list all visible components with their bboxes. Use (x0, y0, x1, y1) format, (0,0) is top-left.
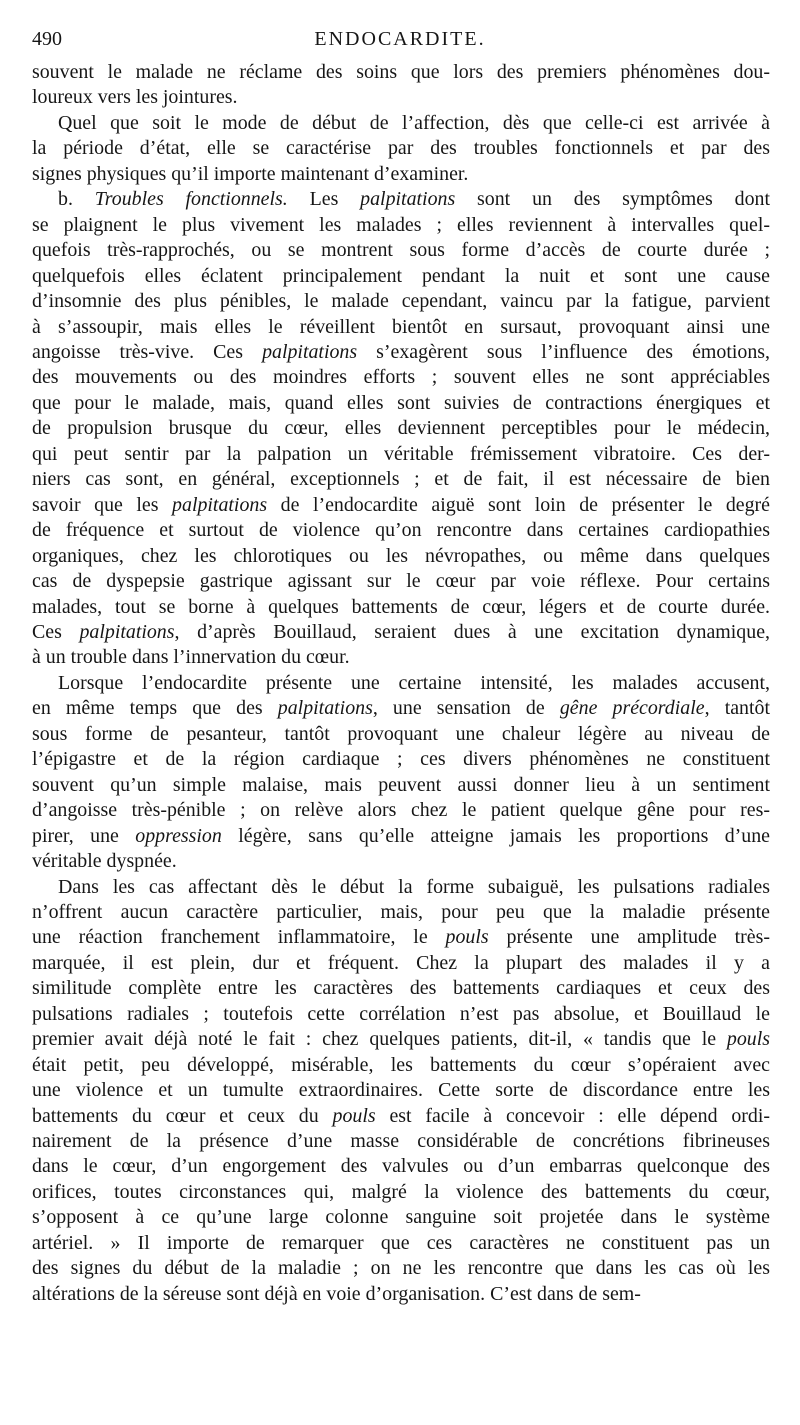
text-line: marquée, il est plein, dur et fréquent. Chez la plupart des malades il y a (32, 951, 770, 974)
text-line: se plaignent le plus vivement les malades ; elles reviennent à intervalles quel- (32, 213, 770, 236)
text-line: l’épigastre et de la région cardiaque ; ces divers phénomènes ne constituent (32, 748, 770, 771)
text-line: des signes du début de la maladie ; on ne les rencontre que dans les cas où les (32, 1257, 770, 1280)
text-line: malades, tout se borne à quelques battements de cœur, légers et de courte durée. (32, 595, 770, 618)
text-line: quefois très-rapprochés, ou se montrent sous forme d’accès de courte durée ; (32, 239, 770, 262)
text-line: d’angoisse très-pénible ; on relève alors chez le patient quelque gêne pour res- (32, 799, 770, 822)
text-line: organiques, chez les chlorotiques ou les névropathes, ou même dans quelques (32, 544, 770, 567)
text-line: Lorsque l’endocardite présente une certaine intensité, les malades accusent, (58, 671, 770, 694)
text-line: qui peut sentir par la palpation un véritable frémissement vibratoire. Ces der- (32, 442, 770, 465)
text-line: des mouvements ou des moindres efforts ; souvent elles ne sont appréciables (32, 366, 770, 389)
text-line: souvent qu’un simple malaise, mais peuvent aussi donner lieu à un sentiment (32, 773, 770, 796)
text-line: à un trouble dans l’innervation du cœur. (32, 646, 350, 669)
text-line: sous forme de pesanteur, tantôt provoquant une chaleur légère au niveau de (32, 722, 770, 745)
text-line: en même temps que des palpitations, une sensation de gêne précordiale, tantôt (32, 697, 770, 720)
text-line: quelquefois elles éclatent principalement pendant la nuit et sont une cause (32, 264, 770, 287)
text-line: savoir que les palpitations de l’endocardite aiguë sont loin de présenter le degré (32, 493, 770, 516)
text-line: nairement de la présence d’une masse considérable de concrétions fibrineuses (32, 1130, 770, 1153)
body-text (32, 60, 770, 1307)
text-line: que pour le malade, mais, quand elles sont suivies de contractions énergiques et (32, 391, 770, 414)
page-header (32, 28, 768, 56)
text-line: une violence et un tumulte extraordinaires. Cette sorte de discordance entre les (32, 1079, 770, 1102)
text-line: pulsations radiales ; toutefois cette corrélation n’est pas absolue, et Bouillaud le (32, 1002, 770, 1025)
text-line: à s’assoupir, mais elles le réveillent bientôt en sursaut, provoquant ainsi une (32, 315, 770, 338)
text-line: artériel. » Il importe de remarquer que ces caractères ne constituent pas un (32, 1231, 770, 1254)
text-line: d’insomnie des plus pénibles, le malade cependant, vaincu par la fatigue, parvient (32, 290, 770, 313)
running-title: ENDOCARDITE. (314, 28, 486, 50)
text-line: premier avait déjà noté le fait : chez quelques patients, dit-il, « tandis que le pouls (32, 1028, 770, 1051)
text-line: battements du cœur et ceux du pouls est facile à concevoir : elle dépend ordi- (32, 1104, 770, 1127)
text-line: dans le cœur, d’un engorgement des valvules ou d’un embarras quelconque des (32, 1155, 770, 1178)
text-line: était petit, peu développé, misérable, les battements du cœur s’opéraient avec (32, 1053, 770, 1076)
text-line: n’offrent aucun caractère particulier, mais, pour peu que la maladie présente (32, 900, 770, 923)
text-line: b. Troubles fonctionnels. Les palpitations sont un des symptômes dont (58, 188, 770, 211)
text-line: cas de dyspepsie gastrique agissant sur le cœur par voie réflexe. Pour certains (32, 570, 770, 593)
text-line: Ces palpitations, d’après Bouillaud, seraient dues à une excitation dynamique, (32, 620, 770, 643)
text-line: souvent le malade ne réclame des soins que lors des premiers phénomènes dou- (32, 61, 770, 83)
text-line: angoisse très-vive. Ces palpitations s’exagèrent sous l’influence des émotions, (32, 340, 770, 363)
text-line: altérations de la séreuse sont déjà en voie d’organisation. C’est dans de sem- (32, 1282, 641, 1305)
text-line: pirer, une oppression légère, sans qu’elle atteigne jamais les proportions d’une (32, 824, 771, 847)
text-line: véritable dyspnée. (32, 850, 177, 873)
text-line: similitude complète entre les caractères des battements cardiaques et ceux des (32, 977, 770, 1000)
text-line: niers cas sont, en général, exceptionnels ; et de fait, il est nécessaire de bien (32, 468, 770, 491)
text-line: de propulsion brusque du cœur, elles deviennent perceptibles pour le médecin, (32, 417, 770, 440)
text-line: signes physiques qu’il importe maintenant d’examiner. (32, 162, 469, 185)
text-line: la période d’état, elle se caractérise par des troubles fonctionnels et par des (32, 137, 770, 160)
text-line: Dans les cas affectant dès le début la forme subaiguë, les pulsations radiales (58, 875, 770, 898)
text-line: loureux vers les jointures. (32, 86, 238, 109)
page-number: 490 (32, 28, 62, 50)
text-line: une réaction franchement inflammatoire, le pouls présente une amplitude très- (32, 926, 770, 949)
text-line: de fréquence et surtout de violence qu’on rencontre dans certaines cardiopathies (32, 519, 770, 542)
text-line: s’opposent à ce qu’une large colonne sanguine soit projetée dans le système (32, 1206, 770, 1229)
text-line: orifices, toutes circonstances qui, malgré la violence des battements du cœur, (32, 1180, 770, 1203)
text-line: Quel que soit le mode de début de l’affection, dès que celle-ci est arrivée à (58, 111, 770, 134)
